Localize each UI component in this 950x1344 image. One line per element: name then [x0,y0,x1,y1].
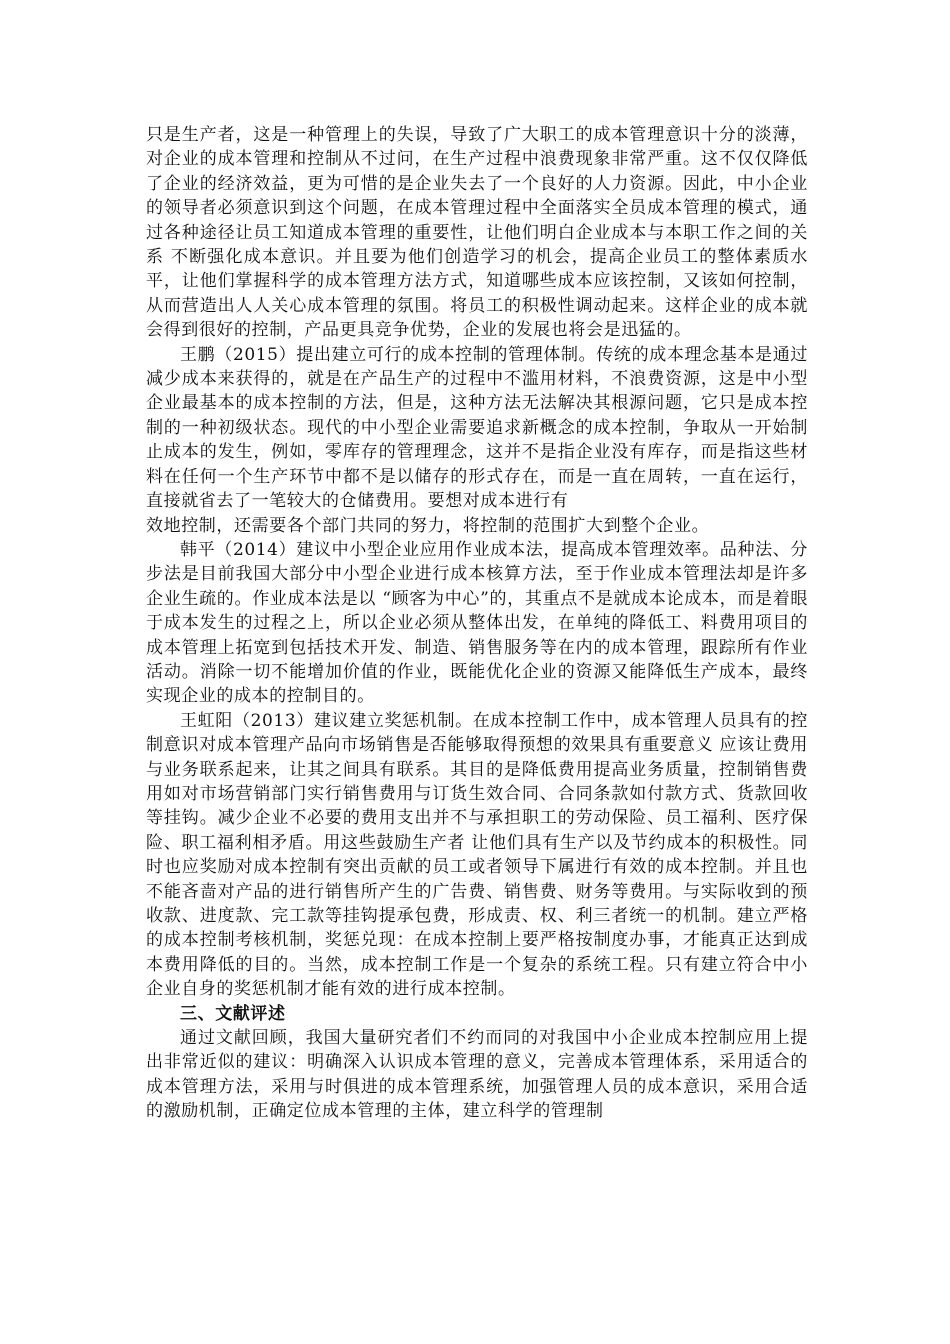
paragraph-han-ping-2014: 韩平（2014）建议中小型企业应用作业成本法，提高成本管理效率。品种法、分步法是目前我国大部分中小型企业进行成本核算方法，至于作业成本管理法却是许多企业生疏的。作业成本法是以 “顾客为中心”的，其重点不是就成本论成本，而是着眼于成本发生的过程之上，所以企业必须从整体出发，在单纯的降低工、料费用项目的成本管理上拓宽到包括技术开发、制造、销售服务等在内的成本管理，跟踪所有作业活动。消除一切不能增加价值的作业，既能优化企业的资源又能降低生产成本，最终实现企业的成本的控制目的。 [146,539,808,707]
paragraph-literature-review: 通过文献回顾，我国大量研究者们不约而同的对我国中小企业成本控制应用上提出非常近似的建议：明确深入认识成本管理的意义，完善成本管理体系，采用适合的成本管理方法，采用与时俱进的成本管理系统，加强管理人员的成本意识，采用合适的激励机制，正确定位成本管理的主体，建立科学的管理制 [146,1028,808,1122]
section-heading-literature-review: 三、文献评述 [180,1003,286,1024]
document-page [146,123,808,1124]
paragraph-wang-peng-continued: 效地控制，还需要各个部门共同的努力，将控制的范围扩大到整个企业。 [146,515,710,536]
paragraph-wang-peng-2015: 王鹏（2015）提出建立可行的成本控制的管理体制。传统的成本理念基本是通过减少成本来获得的，就是在产品生产的过程中不滥用材料，不浪费资源，这是中小型企业最基本的成本控制的方法，但是，这种方法无法解决其根源问题，它只是成本控制的一种初级状态。现代的中小型企业需要追求新概念的成本控制，争取从一开始制止成本的发生，例如，零库存的管理理念，这并不是指企业没有库存，而是指这些材料在任何一个生产环节中都不是以储存的形式存在，而是一直在周转，一直在运行，直接就省去了一笔较大的仓储费用。要想对成本进行有 [146,344,808,512]
paragraph-employee-cost-awareness: 只是生产者，这是一种管理上的失误，导致了广大职工的成本管理意识十分的淡薄，对企业的成本管理和控制从不过问，在生产过程中浪费现象非常严重。这不仅仅降低了企业的经济效益，更为可惜的是企业失去了一个良好的人力资源。因此，中小企业的领导者必须意识到这个问题，在成本管理过程中全面落实全员成本管理的模式，通过各种途径让员工知道成本管理的重要性，让他们明白企业成本与本职工作之间的关系 不断强化成本意识。并且要为他们创造学习的机会，提高企业员工的整体素质水平，让他们掌握科学的成本管理方法方式，知道哪些成本应该控制，又该如何控制，从而营造出人人关心成本管理的氛围。将员工的积极性调动起来。这样企业的成本就会得到很好的控制，产品更具竞争优势，企业的发展也将会是迅猛的。 [146,125,808,341]
paragraph-wang-hongyang-2013: 王虹阳（2013）建议建立奖惩机制。在成本控制工作中，成本管理人员具有的控制意识对成本管理产品向市场销售是否能够取得预想的效果具有重要意义 应该让费用与业务联系起来，让其之间具有联系。其目的是降低费用提高业务质量，控制销售费用如对市场营销部门实行销售费用与订货生效合同、合同条款如付款方式、货款回收等挂钩。减少企业不必要的费用支出并不与承担职工的劳动保险、员工福利、医疗保险、职工福利相矛盾。用这些鼓励生产者 让他们具有生产以及节约成本的积极性。同时也应奖励对成本控制有突出贡献的员工或者领导下属进行有效的成本控制。并且也不能吝啬对产品的进行销售所产生的广告费、销售费、财务等费用。与实际收到的预收款、进度款、完工款等挂钩提承包费，形成责、权、利三者统一的机制。建立严格的成本控制考核机制，奖惩兑现：在成本控制上要严格按制度办事，才能真正达到成本费用降低的目的。当然，成本控制工作是一个复杂的系统工程。只有建立符合中小企业自身的奖惩机制才能有效的进行成本控制。 [146,710,808,1000]
